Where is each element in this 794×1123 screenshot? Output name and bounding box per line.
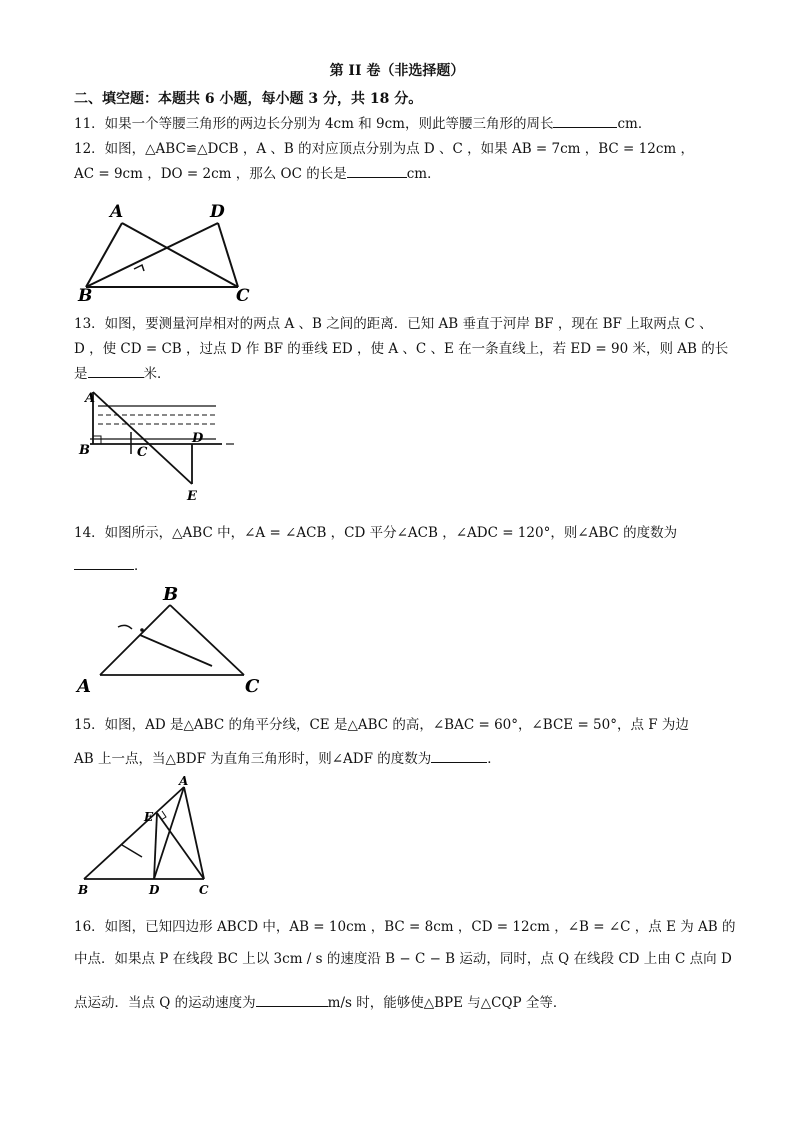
section-heading: 二、填空题：本题共 6 小题，每小题 3 分，共 18 分。 (74, 91, 423, 107)
q13-line1: 13．如图，要测量河岸相对的两点 A 、B 之间的距离．已知 AB 垂直于河岸 BF ，现在 BF 上取两点 C 、 (74, 316, 713, 332)
label-c: C (137, 445, 148, 460)
label-a: A (110, 202, 124, 222)
label-b: B (79, 443, 90, 458)
label-b: B (78, 286, 93, 305)
angle-mark (118, 625, 132, 629)
q12-line2-post: cm． (406, 166, 441, 182)
q11-text (74, 113, 724, 134)
q14-figure (72, 580, 272, 695)
q13-line2: D ，使 CD = CB ，过点 D 作 BF 的垂线 ED ，使 A 、C 、E 在一条直线上，若 ED = 90 米，则 AB 的长 (74, 341, 729, 357)
q14-line2-post: ． (134, 558, 148, 574)
q16-answer-blank[interactable] (256, 992, 328, 1007)
label-c: C (245, 676, 260, 695)
q15-line2-post: ． (487, 751, 501, 767)
angle-mark (134, 265, 144, 271)
part-title: 第 II 卷（非选择题） (329, 63, 465, 79)
q13-line3-post: 米． (143, 366, 171, 382)
segment-db (86, 223, 218, 287)
point-d (140, 628, 144, 632)
label-d: D (192, 431, 204, 446)
q16-line3 (74, 992, 724, 1013)
segment-ab (100, 605, 170, 675)
q12-line2-pre: AC = 9cm ，DO = 2cm ，那么 OC 的长是 (74, 166, 347, 182)
label-c: C (199, 883, 209, 897)
q13-line3 (74, 363, 724, 384)
q13-answer-blank[interactable] (88, 363, 144, 378)
q13-figure (74, 384, 234, 506)
q14-line2 (74, 555, 724, 576)
label-d: D (149, 883, 160, 897)
q15-line2-pre: AB 上一点，当△BDF 为直角三角形时，则∠ADF 的度数为 (74, 751, 432, 767)
label-b: B (78, 883, 89, 897)
right-angle-b (93, 436, 101, 444)
label-b: B (163, 584, 179, 605)
label-c: C (236, 286, 250, 305)
q11-pre: 11．如果一个等腰三角形的两边长分别为 4cm 和 9cm，则此等腰三角形的周长 (74, 116, 554, 132)
q16-line1: 16．如图，已知四边形 ABCD 中，AB = 10cm ，BC = 8cm ，CD = 12cm ，∠B = ∠C ，点 E 为 AB 的 (74, 919, 736, 935)
q15-figure (74, 775, 224, 900)
q12-line1: 12．如图，△ABC≌△DCB ，A 、B 的对应顶点分别为点 D 、C ，如果 AB = 7cm ，BC = 12cm ， (74, 141, 694, 157)
q12-answer-blank[interactable] (347, 163, 407, 178)
segment-cd (140, 635, 212, 666)
q12-figure (72, 195, 262, 305)
label-e: E (144, 810, 154, 824)
q14-line1: 14．如图所示，△ABC 中，∠A = ∠ACB ，CD 平分∠ACB ，∠ADC = 120°，则∠ABC 的度数为 (74, 525, 678, 541)
q15-answer-blank[interactable] (431, 748, 487, 763)
q11-post: cm． (617, 116, 652, 132)
dashed-line (122, 845, 142, 857)
q15-line2 (74, 748, 724, 769)
q16-line3-pre: 点运动．当点 Q 的运动速度为 (74, 995, 256, 1011)
q16-line2: 中点．如果点 P 在线段 BC 上以 3cm / s 的速度沿 B − C − B 运动，同时，点 Q 在线段 CD 上由 C 点向 D (74, 951, 732, 967)
label-a: A (179, 775, 189, 788)
q11-answer-blank[interactable] (553, 113, 617, 128)
label-a: A (77, 676, 91, 695)
q13-line3-pre: 是 (74, 366, 88, 382)
label-e: E (187, 489, 197, 504)
label-d: D (210, 202, 225, 222)
q14-answer-blank[interactable] (74, 555, 134, 570)
label-a: A (85, 391, 96, 406)
q16-line3-post: m/s 时，能够使△BPE 与△CQP 全等． (327, 995, 567, 1011)
q12-line2 (74, 163, 724, 184)
q15-line1: 15．如图，AD 是△ABC 的角平分线，CE 是△ABC 的高，∠BAC = 60°，∠BCE = 50°，点 F 为边 (74, 717, 689, 733)
